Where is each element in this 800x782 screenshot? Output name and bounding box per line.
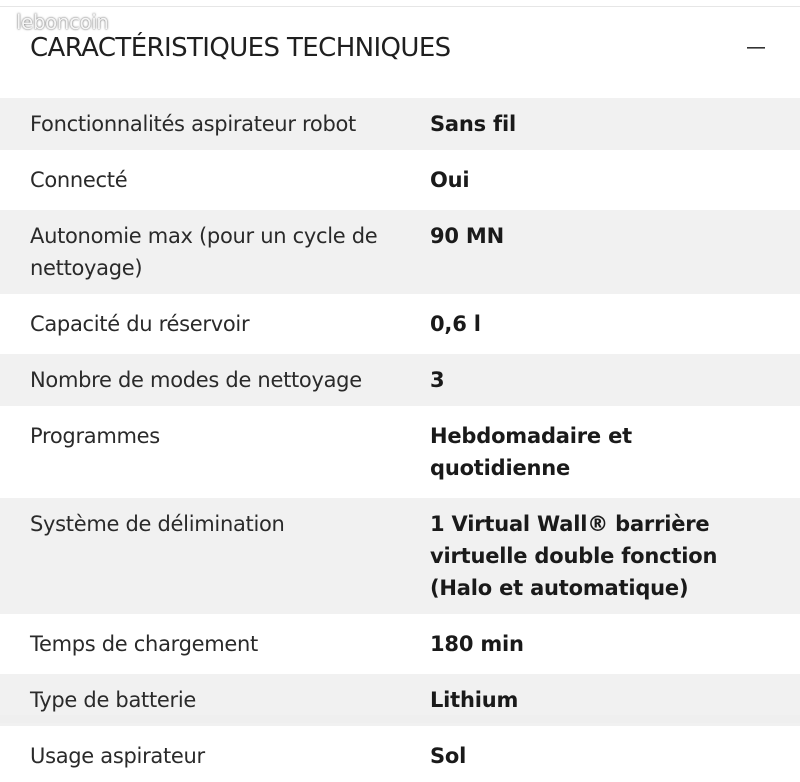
spec-value: 1 Virtual Wall® barrière virtuelle double fonction (Halo et automatique)	[430, 512, 718, 600]
table-row	[0, 94, 800, 150]
spec-value: 3	[430, 368, 445, 392]
table-row	[0, 294, 800, 350]
spec-label: Fonctionnalités aspirateur robot	[30, 112, 356, 136]
spec-label: Capacité du réservoir	[30, 312, 250, 336]
spec-label: Connecté	[30, 168, 128, 192]
table-row	[0, 614, 800, 670]
minus-icon[interactable]	[746, 38, 766, 58]
spec-value: Hebdomadaire et quotidienne	[430, 424, 632, 480]
spec-label: Système de délimination	[30, 512, 285, 536]
tech-specs-header[interactable]	[0, 14, 800, 82]
spec-value: Lithium	[430, 688, 519, 712]
spec-label: Programmes	[30, 424, 160, 448]
table-row	[0, 494, 800, 614]
table-row	[0, 206, 800, 294]
spec-label: Usage aspirateur	[30, 744, 205, 768]
spec-value: Sol	[430, 744, 467, 768]
spec-value: Oui	[430, 168, 470, 192]
table-row	[0, 406, 800, 494]
header-divider	[0, 82, 800, 94]
spec-value: 180 min	[430, 632, 524, 656]
table-row	[0, 150, 800, 206]
table-row	[0, 726, 800, 782]
spec-value: 0,6 l	[430, 312, 481, 336]
spec-label: Autonomie max (pour un cycle de nettoyage)	[30, 224, 378, 280]
spec-value: Sans fil	[430, 112, 516, 136]
top-divider	[0, 6, 800, 7]
spec-label: Type de batterie	[30, 688, 197, 712]
spec-table	[0, 94, 800, 782]
bottom-divider	[0, 715, 800, 723]
leboncoin-watermark: leboncoin	[16, 10, 109, 34]
spec-label: Nombre de modes de nettoyage	[30, 368, 362, 392]
section-title: CARACTÉRISTIQUES TECHNIQUES	[30, 33, 451, 63]
spec-value: 90 MN	[430, 224, 505, 248]
table-row	[0, 350, 800, 406]
spec-label: Temps de chargement	[30, 632, 258, 656]
